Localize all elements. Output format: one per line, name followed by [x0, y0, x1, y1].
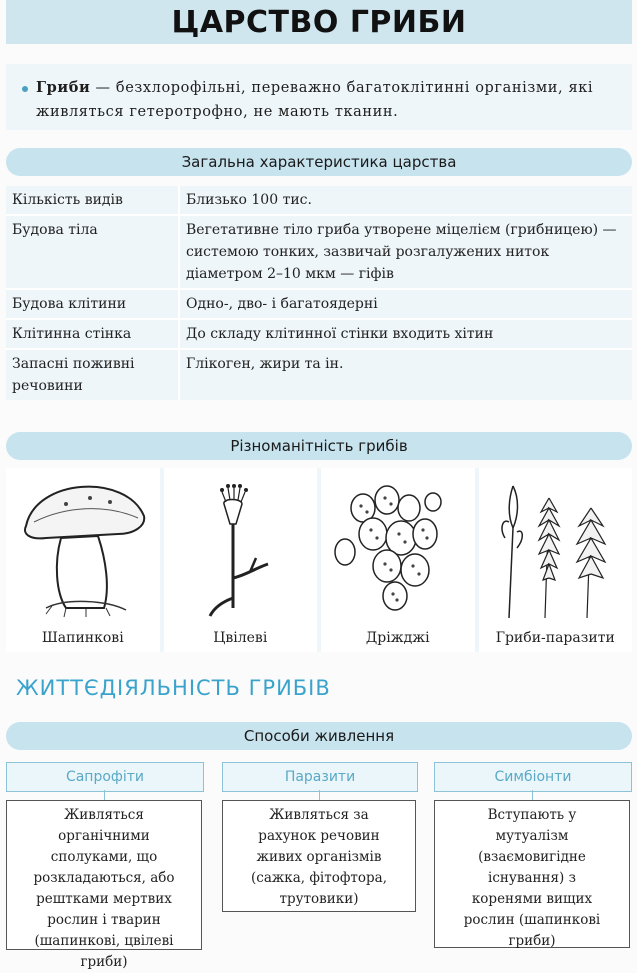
yeast-icon — [321, 468, 474, 652]
saprophytes-description: Живляться органічними сполуками, що розкладаються, або рештками мертвих рослин і тварин (шапинкові, цвілеві гриби) — [6, 800, 202, 950]
cap-mushroom-icon — [6, 468, 159, 652]
table-row — [6, 349, 632, 400]
symbionts-description: Вступають у мутуалізм (взаємовигідне існування) з коренями вищих рослин (шапинкові гриби) — [434, 800, 630, 948]
row-key: Клітинна стінка — [6, 319, 179, 349]
table-row — [6, 319, 632, 349]
general-header: Загальна характеристика царства — [6, 148, 632, 176]
row-value: До складу клітинної стінки входить хітин — [179, 319, 632, 349]
connector-line — [104, 790, 105, 800]
diversity-caption: Шапинкові — [41, 630, 124, 646]
diversity-caption: Цвілеві — [213, 630, 268, 646]
row-key: Будова клітини — [6, 289, 179, 319]
row-key: Будова тіла — [6, 215, 179, 289]
parasites-description: Живляться за рахунок речовин живих організмів (сажка, фітофтора, трутовики) — [222, 800, 416, 912]
mold-icon — [164, 468, 317, 652]
page-title: ЦАРСТВО ГРИБИ — [171, 4, 467, 40]
diversity-header: Різноманітність грибів — [6, 432, 632, 460]
diversity-caption: Гриби-паразити — [495, 630, 615, 646]
nutrition-type-saprophytes: Сапрофіти — [6, 762, 204, 792]
connector-line — [532, 790, 533, 800]
diversity-item-parasitic — [479, 468, 633, 652]
characteristics-table — [6, 186, 632, 400]
row-value: Одно-, дво- і багатоядерні — [179, 289, 632, 319]
vital-section-title: ЖИТТЄДІЯЛЬНІСТЬ ГРИБІВ — [16, 676, 331, 700]
row-key: Запасні поживні речовини — [6, 349, 179, 400]
diversity-panel — [6, 468, 632, 652]
definition-term: Гриби — [36, 79, 91, 96]
parasitic-fungi-icon — [479, 468, 632, 652]
table-row — [6, 215, 632, 289]
bullet-icon — [22, 86, 28, 92]
table-row — [6, 186, 632, 215]
diversity-caption: Дріжджі — [365, 630, 430, 646]
definition-box — [6, 64, 632, 130]
row-value: Вегетативне тіло гриба утворене міцелієм (грибницею) — системою тонких, зазвичай розгалужених ниток діаметром 2–10 мкм — гіфів — [179, 215, 632, 289]
nutrition-type-parasites: Паразити — [222, 762, 418, 792]
nutrition-type-symbionts: Симбіонти — [434, 762, 632, 792]
page-title-band — [6, 0, 632, 44]
diversity-item-yeast — [321, 468, 475, 652]
row-value: Глікоген, жири та ін. — [179, 349, 632, 400]
definition-text — [36, 76, 616, 124]
nutrition-header: Способи живлення — [6, 722, 632, 750]
diversity-item-mold — [164, 468, 318, 652]
table-row — [6, 289, 632, 319]
diversity-item-cap — [6, 468, 160, 652]
row-key: Кількість видів — [6, 186, 179, 215]
row-value: Близько 100 тис. — [186, 192, 312, 208]
definition-body: — безхлорофільні, переважно багатоклітинні організми, які живляться гетеротрофно, не мають тканин. — [36, 80, 594, 120]
connector-line — [319, 790, 320, 800]
